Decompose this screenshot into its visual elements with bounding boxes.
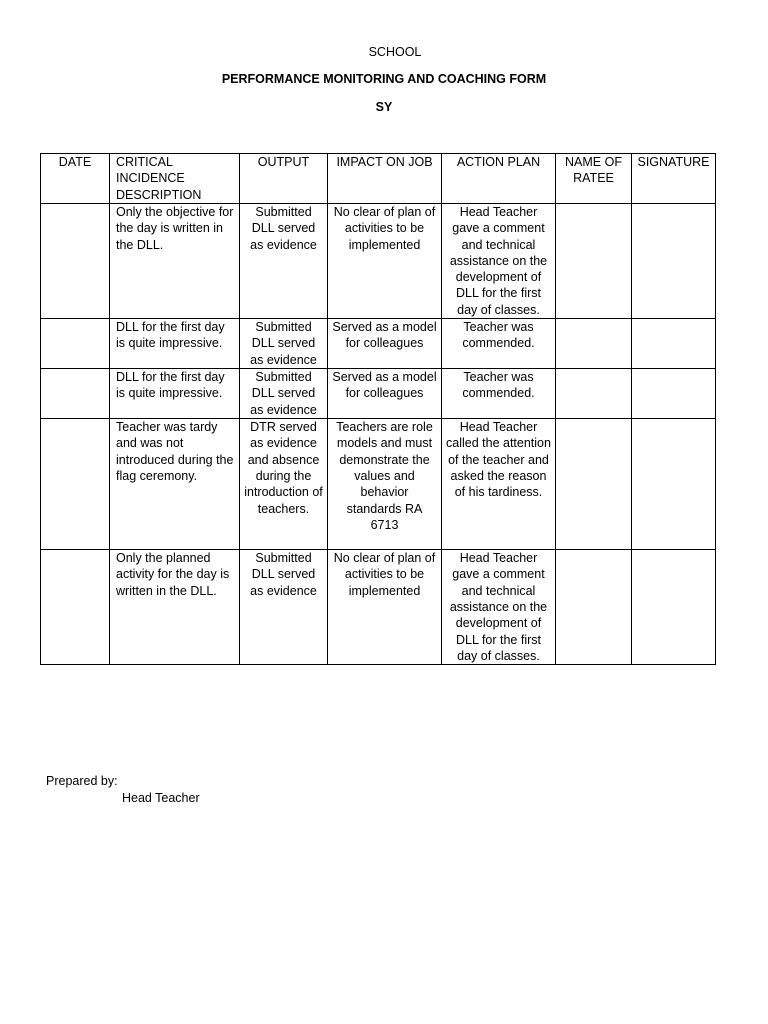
table-row	[41, 419, 716, 550]
preparer-role: Head Teacher	[122, 791, 200, 805]
cell-impact: Teachers are role models and must demonstrate the values and behavior standards RA 6713	[328, 419, 442, 550]
cell-output: DTR served as evidence and absence during the introduction of teachers.	[240, 419, 328, 550]
cell-action-plan: Teacher was commended.	[442, 319, 556, 369]
column-header-action-plan: ACTION PLAN	[442, 154, 556, 204]
cell-output: Submitted DLL served as evidence	[240, 319, 328, 369]
cell-date	[41, 369, 110, 419]
cell-output: Submitted DLL served as evidence	[240, 204, 328, 319]
school-year-label: SY	[375, 100, 393, 114]
cell-ratee	[556, 369, 632, 419]
monitoring-table	[40, 153, 716, 665]
cell-impact: Served as a model for colleagues	[328, 319, 442, 369]
table-row	[41, 369, 716, 419]
column-header-ratee: NAME OF RATEE	[556, 154, 632, 204]
cell-signature	[632, 419, 716, 550]
column-header-impact: IMPACT ON JOB	[328, 154, 442, 204]
cell-ratee	[556, 550, 632, 665]
cell-description: Only the objective for the day is written in the DLL.	[110, 204, 240, 319]
cell-description: DLL for the first day is quite impressive.	[110, 319, 240, 369]
cell-action-plan: Teacher was commended.	[442, 369, 556, 419]
column-header-signature: SIGNATURE	[632, 154, 716, 204]
cell-signature	[632, 319, 716, 369]
cell-impact: Served as a model for colleagues	[328, 369, 442, 419]
table-row	[41, 319, 716, 369]
cell-description: Only the planned activity for the day is written in the DLL.	[110, 550, 240, 665]
column-header-date: DATE	[41, 154, 110, 204]
form-title: PERFORMANCE MONITORING AND COACHING FORM	[221, 72, 547, 86]
cell-date	[41, 550, 110, 665]
cell-date	[41, 419, 110, 550]
table-row	[41, 204, 716, 319]
cell-action-plan: Head Teacher called the attention of the teacher and asked the reason of his tardiness.	[442, 419, 556, 550]
cell-signature	[632, 550, 716, 665]
cell-output: Submitted DLL served as evidence	[240, 550, 328, 665]
school-label: SCHOOL	[368, 45, 422, 59]
cell-ratee	[556, 419, 632, 550]
cell-ratee	[556, 319, 632, 369]
cell-date	[41, 319, 110, 369]
cell-action-plan: Head Teacher gave a comment and technical assistance on the development of DLL for the first day of classes.	[442, 550, 556, 665]
cell-description: Teacher was tardy and was not introduced during the flag ceremony.	[110, 419, 240, 550]
table-row	[41, 550, 716, 665]
cell-ratee	[556, 204, 632, 319]
table-header-row	[41, 154, 716, 204]
cell-action-plan: Head Teacher gave a comment and technical assistance on the development of DLL for the first day of classes.	[442, 204, 556, 319]
cell-impact: No clear of plan of activities to be implemented	[328, 550, 442, 665]
cell-impact: No clear of plan of activities to be implemented	[328, 204, 442, 319]
cell-signature	[632, 369, 716, 419]
cell-output: Submitted DLL served as evidence	[240, 369, 328, 419]
cell-date	[41, 204, 110, 319]
cell-signature	[632, 204, 716, 319]
column-header-critical-incidence: CRITICAL INCIDENCE DESCRIPTION	[110, 154, 240, 204]
prepared-by-label: Prepared by:	[46, 774, 118, 788]
column-header-output: OUTPUT	[240, 154, 328, 204]
cell-description: DLL for the first day is quite impressive.	[110, 369, 240, 419]
